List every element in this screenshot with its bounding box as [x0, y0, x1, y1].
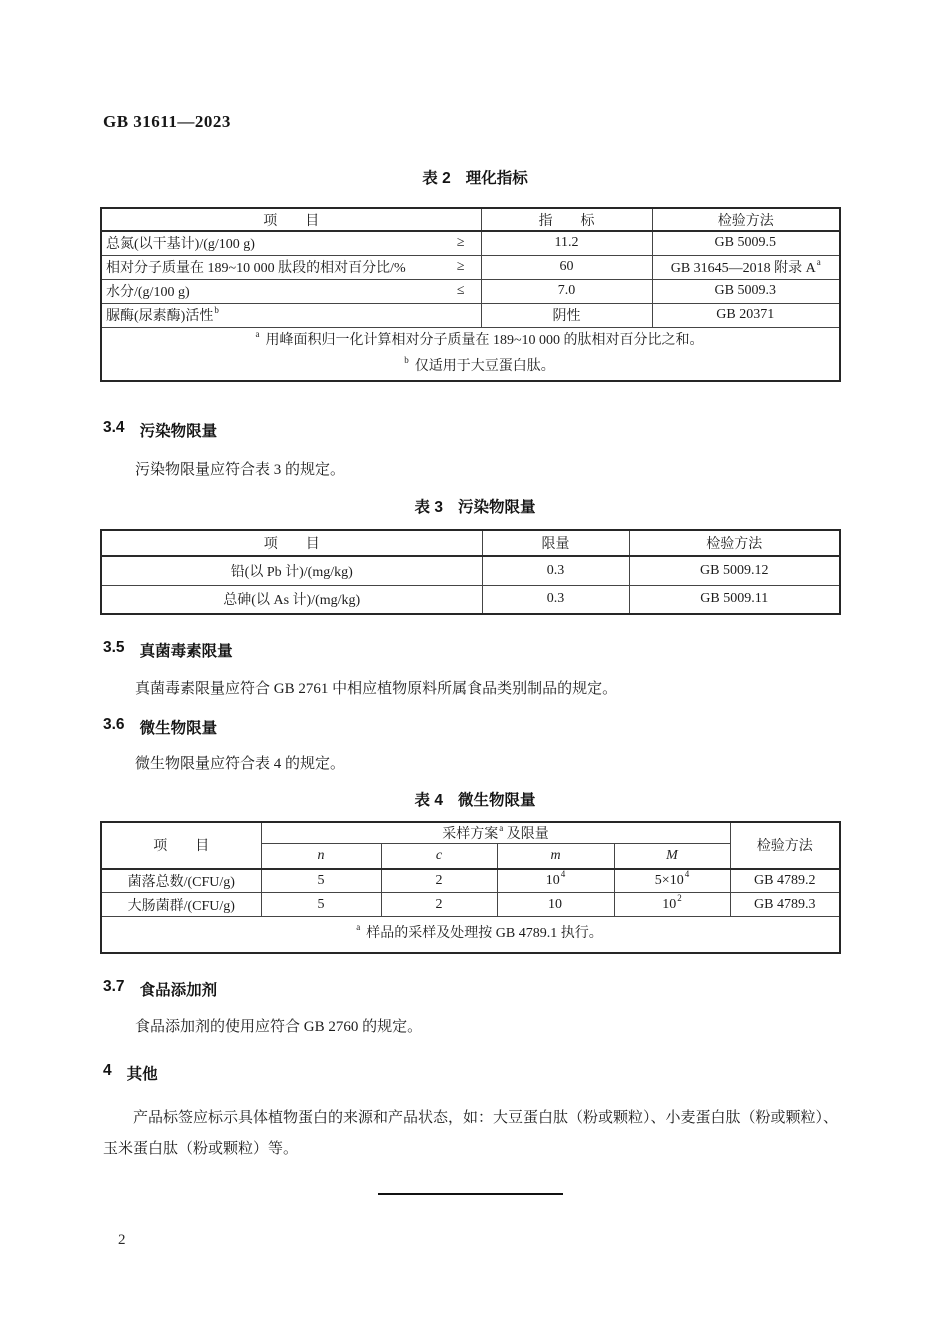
end-of-text-rule [378, 1193, 563, 1195]
M-value: $5\times 10^4$ [614, 869, 730, 893]
section-body-3-7: 食品添加剂的使用应符合 GB 2760 的规定。 [135, 1019, 423, 1035]
m-value: $10^4$ [497, 869, 614, 893]
index-value: 阴性 [481, 303, 652, 327]
n-value: 5 [261, 869, 381, 893]
table-row [101, 869, 840, 893]
section-heading-3-6: 3.6 微生物限量 [103, 716, 218, 737]
table2-footnote-row [101, 327, 840, 381]
item-label: 总氮(以干基计)/(g/100 g) [106, 237, 255, 253]
table2-title-label: 表 2 [422, 170, 451, 187]
index-value: 60 [481, 255, 652, 279]
table-row [101, 231, 840, 255]
item-label: 铅(以 Pb 计)/(mg/kg) [101, 556, 482, 585]
M-value: $10^2$ [614, 893, 730, 917]
table2-col-header-index: 指 标 [481, 208, 652, 231]
table3-title-label: 表 3 [414, 499, 443, 516]
table2-header-row [101, 208, 840, 231]
section-heading-3-7: 3.7 食品添加剂 [103, 978, 218, 999]
table4-subheader-c: c [381, 844, 497, 869]
section-body-4: 产品标签应标示具体植物蛋白的来源和产品状态，如：大豆蛋白肽（粉或颗粒）、小麦蛋白肽（粉或颗粒）、玉米蛋白肽（粉或颗粒）等。 [103, 1110, 839, 1157]
item-label: 菌落总数/(CFU/g) [101, 869, 261, 893]
section-body-3-6: 微生物限量应符合表 4 的规定。 [135, 756, 346, 772]
table2-title [0, 166, 950, 188]
table3-col-header-item: 项 目 [101, 530, 482, 556]
item-label: 脲酶(尿素酶)活性$^b$ [106, 305, 219, 324]
item-label: 水分/(g/100 g) [106, 285, 190, 300]
table4-footnote-row [101, 917, 840, 954]
item-label: 总砷(以 As 计)/(mg/kg) [101, 585, 482, 614]
table4-col-header-sampling: 采样方案$^a$ 及限量 [261, 822, 730, 844]
index-value: 11.2 [481, 231, 652, 255]
table-row [101, 303, 840, 327]
table4-title [0, 788, 950, 810]
section-heading-3-5: 3.5 真菌毒素限量 [103, 639, 233, 660]
c-value: 2 [381, 893, 497, 917]
table3-col-header-method: 检验方法 [629, 530, 840, 556]
table3-col-header-limit: 限量 [482, 530, 629, 556]
comparison-operator: ≥ [456, 259, 465, 274]
limit-value: 0.3 [482, 556, 629, 585]
section-heading-3-4: 3.4 污染物限量 [103, 419, 218, 440]
table-row [101, 585, 840, 614]
table-row [101, 255, 840, 279]
comparison-operator: ≤ [456, 283, 465, 298]
table2-title-name: 理化指标 [465, 170, 528, 187]
table-row [101, 279, 840, 303]
c-value: 2 [381, 869, 497, 893]
test-method: GB 5009.3 [652, 279, 840, 303]
section-body-3-5: 真菌毒素限量应符合 GB 2761 中相应植物原料所属食品类别制品的规定。 [135, 681, 618, 697]
table4-header-row-1 [101, 822, 840, 844]
test-method: GB 31645—2018 附录 $A^a$ [652, 255, 840, 279]
table-row [101, 893, 840, 917]
test-method: GB 4789.3 [730, 893, 840, 917]
test-method: GB 4789.2 [730, 869, 840, 893]
n-value: 5 [261, 893, 381, 917]
table3-title [0, 495, 950, 517]
test-method: GB 20371 [652, 303, 840, 327]
table4-title-name: 微生物限量 [457, 792, 536, 809]
test-method: GB 5009.12 [629, 556, 840, 585]
table4-col-header-item: 项 目 [101, 822, 261, 869]
table2-physicochemical-indicators [100, 207, 841, 382]
m-value: 10 [497, 893, 614, 917]
footnote-b: $^b$ 仅适用于大豆蛋白肽。 [404, 354, 555, 374]
index-value: 7.0 [481, 279, 652, 303]
table4-subheader-M: M [614, 844, 730, 869]
comparison-operator: ≥ [456, 235, 465, 251]
table3-header-row [101, 530, 840, 556]
item-label: 大肠菌群/(CFU/g) [101, 893, 261, 917]
table-row [101, 556, 840, 585]
table4-col-header-method: 检验方法 [730, 822, 840, 869]
table2-col-header-item: 项 目 [101, 208, 481, 231]
item-label: 相对分子质量在 189~10 000 肽段的相对百分比/% [106, 261, 406, 276]
table4-subheader-n: n [261, 844, 381, 869]
table3-title-name: 污染物限量 [457, 499, 536, 516]
table4-title-label: 表 4 [414, 792, 443, 809]
test-method: GB 5009.5 [652, 231, 840, 255]
test-method: GB 5009.11 [629, 585, 840, 614]
limit-value: 0.3 [482, 585, 629, 614]
table4-microbiological-limits [100, 821, 841, 954]
section-body-3-4: 污染物限量应符合表 3 的规定。 [135, 462, 346, 478]
section-heading-4: 4 其他 [103, 1062, 158, 1083]
standard-number: GB 31611—2023 [103, 112, 231, 131]
page-number: 2 [118, 1232, 126, 1248]
footnote-a: $^a$ 用峰面积归一化计算相对分子质量在 189~10 000 的肽相对百分比之和。 [255, 328, 704, 348]
table3-contaminant-limits [100, 529, 841, 615]
footnote-a: $^a$ 样品的采样及处理按 GB 4789.1 执行。 [356, 922, 603, 941]
table4-subheader-m: m [497, 844, 614, 869]
table2-col-header-method: 检验方法 [652, 208, 840, 231]
